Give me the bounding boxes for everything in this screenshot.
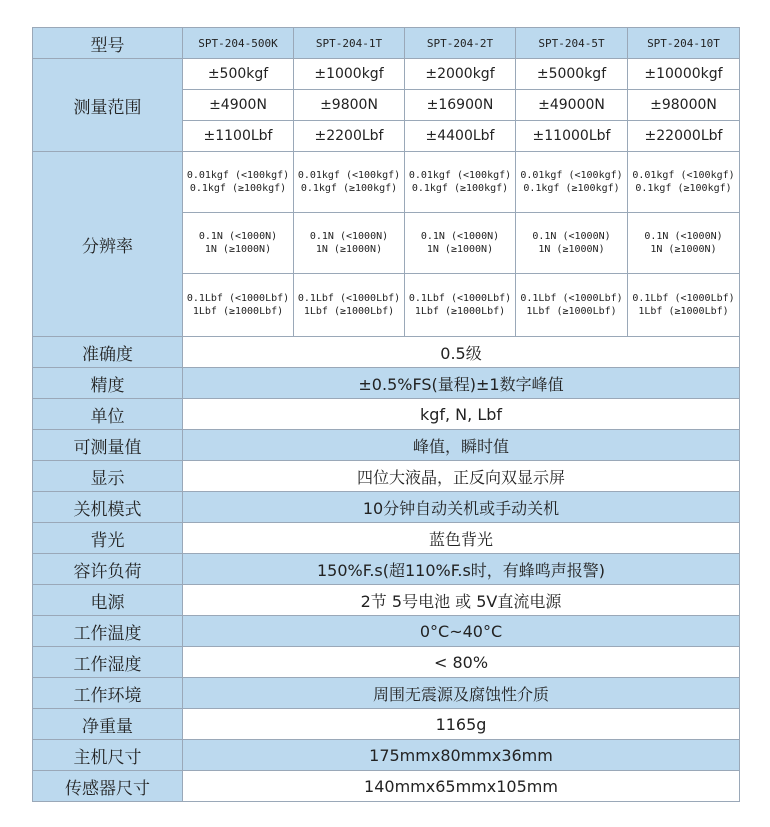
model-cell: SPT-204-5T [516,28,628,59]
spec-label: 电源 [33,585,183,616]
spec-value: 10分钟自动关机或手动关机 [183,492,740,523]
spec-label: 净重量 [33,709,183,740]
resolution-cell: 0.1Lbf (<1000Lbf) 1Lbf (≥1000Lbf) [294,274,405,337]
spec-row-humidity [33,647,740,678]
spec-value: 峰值，瞬时值 [183,430,740,461]
spec-row-measurable [33,430,740,461]
model-cell: SPT-204-2T [405,28,516,59]
range-cell: ±22000Lbf [628,121,740,152]
resolution-cell: 0.01kgf (<100kgf) 0.1kgf (≥100kgf) [516,152,628,213]
spec-row-sensor-size [33,771,740,802]
range-cell: ±16900N [405,90,516,121]
spec-label: 单位 [33,399,183,430]
spec-row-power [33,585,740,616]
resolution-cell: 0.01kgf (<100kgf) 0.1kgf (≥100kgf) [405,152,516,213]
model-cell: SPT-204-500K [183,28,294,59]
spec-value: 四位大液晶，正反向双显示屏 [183,461,740,492]
resolution-cell: 0.1N (<1000N) 1N (≥1000N) [183,213,294,274]
range-cell: ±2000kgf [405,59,516,90]
spec-row-unit [33,399,740,430]
resolution-cell: 0.1Lbf (<1000Lbf) 1Lbf (≥1000Lbf) [183,274,294,337]
spec-row-precision [33,368,740,399]
spec-row-backlight [33,523,740,554]
spec-label: 主机尺寸 [33,740,183,771]
range-cell: ±98000N [628,90,740,121]
spec-value: 140mmx65mmx105mm [183,771,740,802]
spec-label: 工作湿度 [33,647,183,678]
spec-value: 0.5级 [183,337,740,368]
spec-row-overload [33,554,740,585]
spec-row-display [33,461,740,492]
spec-row-weight [33,709,740,740]
spec-table [32,27,740,802]
resolution-row-kgf [33,152,740,213]
spec-row-temperature [33,616,740,647]
resolution-cell: 0.1Lbf (<1000Lbf) 1Lbf (≥1000Lbf) [516,274,628,337]
range-cell: ±11000Lbf [516,121,628,152]
resolution-label: 分辨率 [33,152,183,337]
spec-label: 准确度 [33,337,183,368]
spec-value: 175mmx80mmx36mm [183,740,740,771]
spec-value: 周围无震源及腐蚀性介质 [183,678,740,709]
spec-value: ±0.5%FS(量程)±1数字峰值 [183,368,740,399]
resolution-cell: 0.1N (<1000N) 1N (≥1000N) [405,213,516,274]
spec-label: 背光 [33,523,183,554]
spec-label: 显示 [33,461,183,492]
range-cell: ±10000kgf [628,59,740,90]
range-row-kgf [33,59,740,90]
range-cell: ±2200Lbf [294,121,405,152]
resolution-cell: 0.01kgf (<100kgf) 0.1kgf (≥100kgf) [183,152,294,213]
range-cell: ±1000kgf [294,59,405,90]
spec-row-accuracy [33,337,740,368]
model-row [33,28,740,59]
spec-value: kgf, N, Lbf [183,399,740,430]
range-cell: ±500kgf [183,59,294,90]
spec-row-shutdown [33,492,740,523]
range-cell: ±4400Lbf [405,121,516,152]
spec-value: 1165g [183,709,740,740]
spec-label: 传感器尺寸 [33,771,183,802]
spec-label: 工作温度 [33,616,183,647]
spec-label: 容许负荷 [33,554,183,585]
spec-value: 2节 5号电池 或 5V直流电源 [183,585,740,616]
range-cell: ±5000kgf [516,59,628,90]
spec-value: < 80% [183,647,740,678]
resolution-cell: 0.1Lbf (<1000Lbf) 1Lbf (≥1000Lbf) [628,274,740,337]
resolution-cell: 0.1N (<1000N) 1N (≥1000N) [516,213,628,274]
resolution-cell: 0.1Lbf (<1000Lbf) 1Lbf (≥1000Lbf) [405,274,516,337]
spec-row-environment [33,678,740,709]
spec-label: 精度 [33,368,183,399]
resolution-cell: 0.1N (<1000N) 1N (≥1000N) [294,213,405,274]
spec-label: 工作环境 [33,678,183,709]
spec-value: 150%F.s(超110%F.s时，有蜂鸣声报警) [183,554,740,585]
range-cell: ±1100Lbf [183,121,294,152]
model-label: 型号 [33,28,183,59]
model-cell: SPT-204-1T [294,28,405,59]
resolution-cell: 0.01kgf (<100kgf) 0.1kgf (≥100kgf) [628,152,740,213]
spec-row-host-size [33,740,740,771]
spec-value: 蓝色背光 [183,523,740,554]
resolution-cell: 0.01kgf (<100kgf) 0.1kgf (≥100kgf) [294,152,405,213]
spec-label: 可测量值 [33,430,183,461]
range-cell: ±49000N [516,90,628,121]
range-label: 测量范围 [33,59,183,152]
range-cell: ±9800N [294,90,405,121]
spec-value: 0°C~40°C [183,616,740,647]
model-cell: SPT-204-10T [628,28,740,59]
spec-label: 关机模式 [33,492,183,523]
resolution-cell: 0.1N (<1000N) 1N (≥1000N) [628,213,740,274]
range-cell: ±4900N [183,90,294,121]
